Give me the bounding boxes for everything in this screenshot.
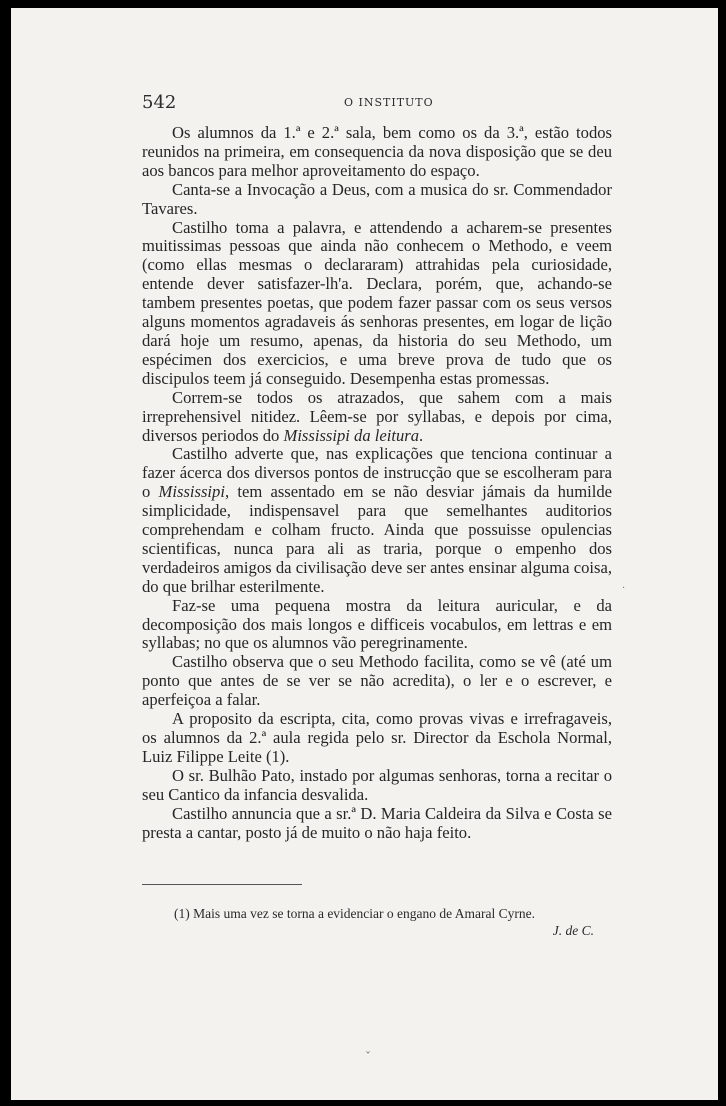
text-segment: Castilho observa que o seu Methodo facilita, como se vê (até um ponto que antes de se ver se não acredita), o ler e o escrever, e aperfeiçoa a falar. <box>142 652 612 710</box>
paragraph <box>142 710 612 767</box>
paragraph <box>142 597 612 654</box>
footnote <box>142 905 612 939</box>
paragraph <box>142 389 612 446</box>
paragraph <box>142 445 612 596</box>
paragraph <box>142 653 612 710</box>
running-title: O INSTITUTO <box>344 96 434 109</box>
page-header <box>142 92 622 116</box>
paragraph <box>142 181 612 219</box>
text-segment: Castilho toma a palavra, e attendendo a acharem-se presentes muitissimas pessoas que ainda não conhecem o Methodo, e veem (como ellas mesmas o declararam) attrahidas pela curiosidade, entende dever satisfazer-lh'a. Declara, porém, que, achando-se tambem presentes poetas, que podem fazer passar com os seus versos alguns momentos agradaveis ás senhoras presentes, em logar de lição dará hoje um resumo, apenas, da historia do seu Methodo, um espécimen dos exercicios, e uma breve prova de tudo que os discipulos teem já conseguido. Desempenha estas promessas. <box>142 217 612 388</box>
text-segment: A proposito da escripta, cita, como provas vivas e irrefragaveis, os alumnos da 2.ª aula regida pelo sr. Director da Eschola Normal, Luiz Filippe Leite (1). <box>142 709 612 766</box>
paragraph <box>142 124 612 181</box>
text-segment: Correm-se todos os atrazados, que sahem com a mais irreprehensivel nitidez. Lêem-se por syllabas, e depois por cima, diversos periodos do <box>142 387 612 445</box>
text-segment: , tem assentado em se não desviar jámais da humilde simplicidade, indispensavel para que semelhantes auditorios comprehendam e colham fructo. Ainda que possuisse opulencias scientificas, nunca para ali as traria, porque o empenho dos verdadeiros amigos da civilisação deve ser antes ensinar alguma coisa, do que brilhar esterilmente. <box>142 482 612 596</box>
text-segment: Os alumnos da 1.ª e 2.ª sala, bem como os da 3.ª, estão todos reunidos na primeira, em consequencia da nova disposição que se deu aos bancos para melhor aproveitamento do espaço. <box>142 123 612 180</box>
italic-title: Mississipi da leitura <box>283 425 420 445</box>
paragraph <box>142 805 612 843</box>
footnote-signature: J. de C. <box>552 923 594 938</box>
footnote-text: (1) Mais uma vez se torna a evidenciar o engano de Amaral Cyrne. <box>174 906 535 921</box>
text-segment: Castilho annuncia que a sr.ª D. Maria Caldeira da Silva e Costa se presta a cantar, posto já de muito o não haja feito. <box>142 803 612 842</box>
text-segment: O sr. Bulhão Pato, instado por algumas senhoras, torna a recitar o seu Cantico da infancia desvalida. <box>142 765 612 804</box>
italic-title: Mississipi <box>158 482 225 502</box>
paragraph <box>142 767 612 805</box>
text-segment: Castilho adverte que, nas explicações que tenciona continuar a fazer ácerca dos diversos pontos de instrucção que se escolheram para o <box>142 444 612 502</box>
text-segment: . <box>419 425 424 445</box>
text-segment: Faz-se uma pequena mostra da leitura auricular, e da decomposição dos mais longos e difficeis vocabulos, em lettras e em syllabas; no que os alumnos vão peregrinamente. <box>142 595 612 653</box>
text-segment: Canta-se a Invocação a Deus, com a musica do sr. Commendador Tavares. <box>142 179 612 218</box>
footnote-rule <box>142 884 302 885</box>
paragraph <box>142 219 612 389</box>
body-text <box>142 124 612 842</box>
page-number: 542 <box>142 92 177 113</box>
margin-speck: · <box>622 583 626 594</box>
bottom-speck: ˇ <box>365 1050 371 1064</box>
